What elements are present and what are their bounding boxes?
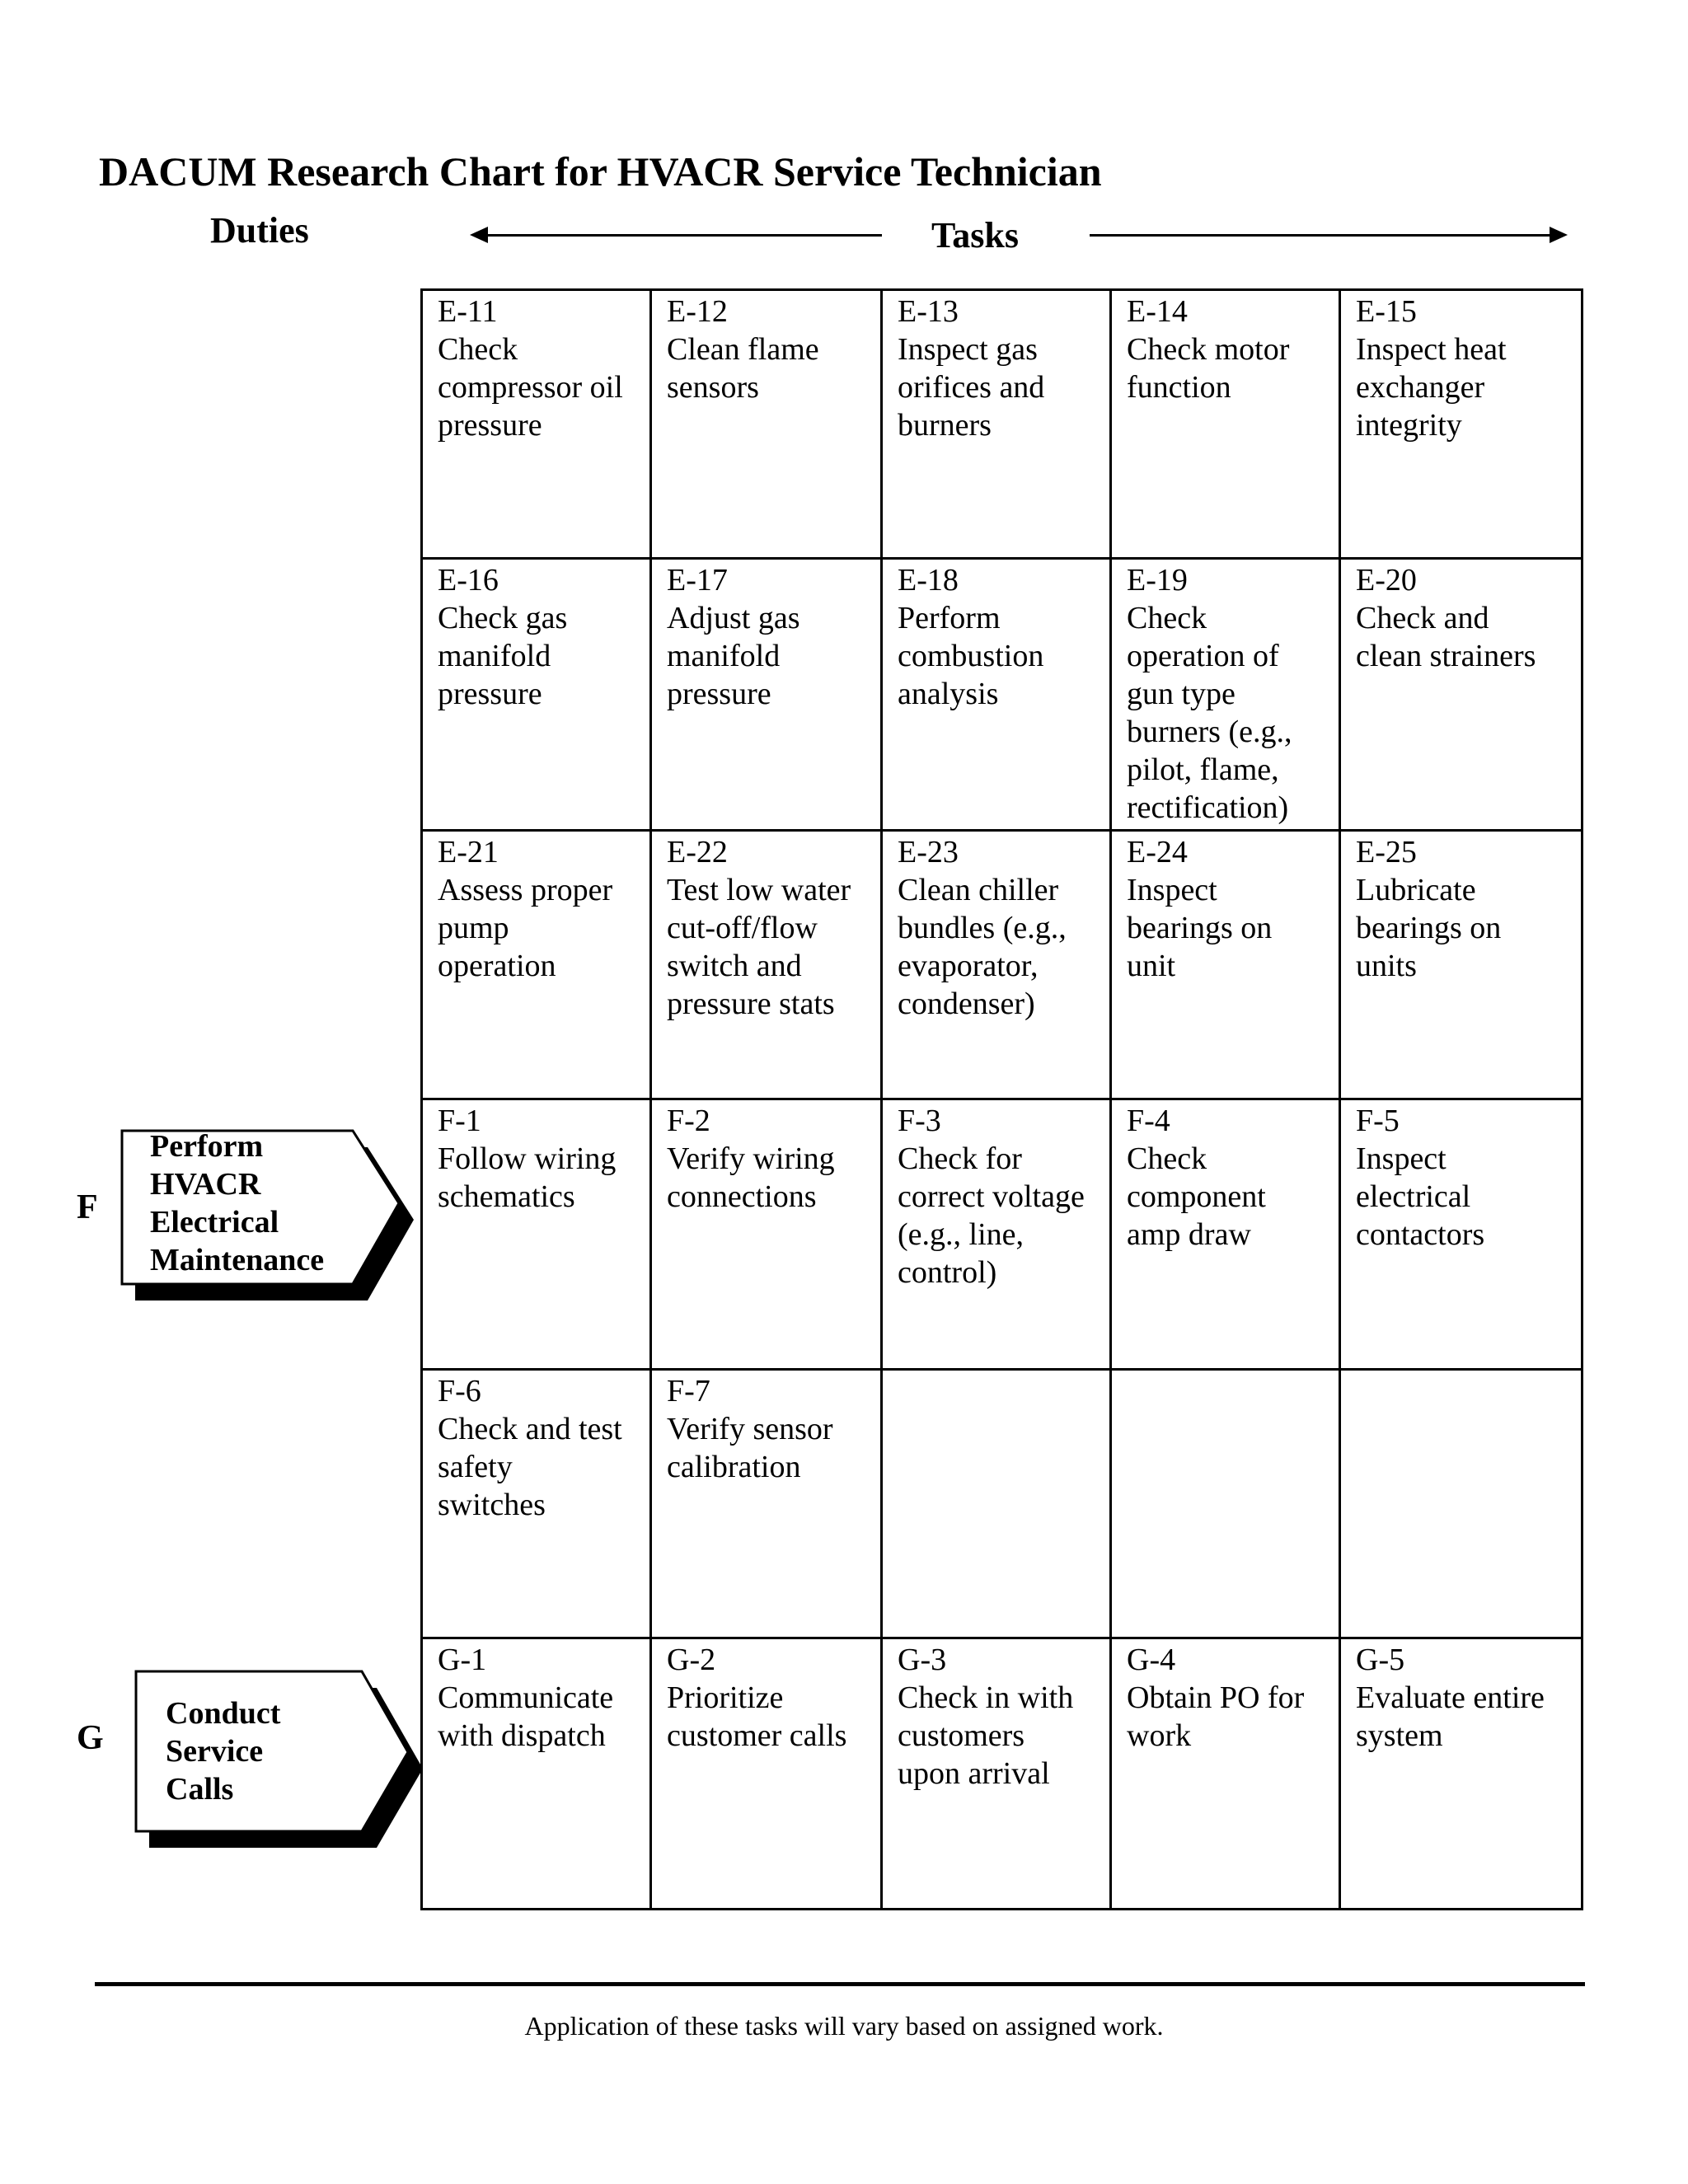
task-description: Evaluate entire system (1356, 1680, 1545, 1753)
task-cell-e-13 (882, 290, 1111, 559)
task-description: Obtain PO for work (1127, 1680, 1305, 1753)
tasks-arrow-right-line (1090, 234, 1551, 237)
task-cell-e-24 (1111, 831, 1340, 1099)
duty-box-g (134, 1670, 424, 1849)
task-code: E-25 (1356, 835, 1417, 869)
task-cell-f-3 (882, 1099, 1111, 1370)
task-code: E-21 (438, 835, 499, 869)
task-code: E-23 (898, 835, 959, 869)
task-code: E-17 (667, 563, 728, 598)
task-cell-e-15 (1340, 290, 1582, 559)
task-code: F-1 (438, 1104, 481, 1138)
task-code: E-15 (1356, 294, 1417, 329)
task-cell-e-11 (422, 290, 651, 559)
task-cell-e-25 (1340, 831, 1582, 1099)
task-description: Clean chiller bundles (e.g., evaporator, condenser) (898, 873, 1067, 1021)
page-title: DACUM Research Chart for HVACR Service Technician (99, 148, 1102, 194)
task-cell-f-2 (651, 1099, 882, 1370)
task-code: E-12 (667, 294, 728, 329)
task-cell-empty (1111, 1370, 1340, 1638)
task-code: G-4 (1127, 1643, 1176, 1677)
task-code: F-2 (667, 1104, 710, 1138)
duty-label-f: Perform HVACR Electrical Maintenance (150, 1129, 325, 1277)
duty-letter-f: F (77, 1188, 98, 1226)
task-code: F-4 (1127, 1104, 1170, 1138)
task-code: E-11 (438, 294, 498, 329)
task-description: Follow wiring schematics (438, 1141, 617, 1214)
task-cell-e-17 (651, 559, 882, 831)
task-code: E-18 (898, 563, 959, 598)
task-description: Check operation of gun type burners (e.g., pilot, flame, rectification) (1127, 601, 1292, 825)
task-description: Communicate with dispatch (438, 1680, 614, 1753)
task-cell-e-18 (882, 559, 1111, 831)
task-description: Check and clean strainers (1356, 601, 1536, 673)
task-code: E-14 (1127, 294, 1188, 329)
task-row (422, 831, 1582, 1099)
task-description: Check gas manifold pressure (438, 601, 568, 711)
footer-divider (95, 1982, 1585, 1986)
task-description: Check motor function (1127, 332, 1290, 405)
tasks-heading: Tasks (931, 215, 1020, 255)
task-cell-e-22 (651, 831, 882, 1099)
task-cell-e-14 (1111, 290, 1340, 559)
task-row (422, 290, 1582, 559)
task-cell-g-4 (1111, 1638, 1340, 1910)
task-code: F-5 (1356, 1104, 1400, 1138)
task-row (422, 1370, 1582, 1638)
task-code: E-22 (667, 835, 728, 869)
task-cell-f-5 (1340, 1099, 1582, 1370)
task-description: Verify wiring connections (667, 1141, 835, 1214)
task-description: Check compressor oil pressure (438, 332, 623, 443)
tasks-arrow-right-head (1550, 227, 1568, 243)
task-cell-f-6 (422, 1370, 651, 1638)
task-description: Check component amp draw (1127, 1141, 1266, 1252)
task-description: Clean flame sensors (667, 332, 819, 405)
task-cell-g-2 (651, 1638, 882, 1910)
task-description: Verify sensor calibration (667, 1412, 833, 1484)
task-description: Prioritize customer calls (667, 1680, 847, 1753)
task-row (422, 1638, 1582, 1910)
task-cell-e-16 (422, 559, 651, 831)
task-cell-empty (882, 1370, 1111, 1638)
task-cell-e-21 (422, 831, 651, 1099)
task-cell-f-4 (1111, 1099, 1340, 1370)
task-description: Check in with customers upon arrival (898, 1680, 1074, 1791)
task-code: F-7 (667, 1374, 710, 1408)
task-description: Inspect gas orifices and burners (898, 332, 1045, 443)
task-cell-f-1 (422, 1099, 651, 1370)
task-cell-f-7 (651, 1370, 882, 1638)
task-code: E-13 (898, 294, 959, 329)
duty-letter-g: G (77, 1719, 104, 1757)
task-code: G-3 (898, 1643, 947, 1677)
task-description: Check for correct voltage (e.g., line, control) (898, 1141, 1085, 1290)
duties-heading: Duties (210, 210, 309, 251)
task-code: G-2 (667, 1643, 716, 1677)
task-description: Adjust gas manifold pressure (667, 601, 800, 711)
task-code: E-19 (1127, 563, 1188, 598)
task-description: Test low water cut-off/flow switch and pressure stats (667, 873, 851, 1021)
task-code: F-3 (898, 1104, 941, 1138)
duty-box-f (120, 1129, 417, 1302)
task-cell-g-5 (1340, 1638, 1582, 1910)
tasks-arrow-left-head (470, 227, 488, 243)
task-description: Lubricate bearings on units (1356, 873, 1502, 983)
task-description: Inspect heat exchanger integrity (1356, 332, 1507, 443)
task-description: Inspect bearings on unit (1127, 873, 1273, 983)
task-code: F-6 (438, 1374, 481, 1408)
tasks-arrow-left-line (486, 234, 882, 237)
task-cell-g-1 (422, 1638, 651, 1910)
task-cell-empty (1340, 1370, 1582, 1638)
task-code: G-1 (438, 1643, 487, 1677)
task-grid (420, 288, 1583, 1910)
task-row (422, 559, 1582, 831)
task-code: E-24 (1127, 835, 1188, 869)
task-row (422, 1099, 1582, 1370)
task-cell-e-23 (882, 831, 1111, 1099)
footer-note: Application of these tasks will vary based on assigned work. (524, 2011, 1164, 2041)
duty-label-g: Conduct Service Calls (166, 1696, 281, 1807)
task-description: Perform combustion analysis (898, 601, 1044, 711)
task-code: E-20 (1356, 563, 1417, 598)
task-description: Assess proper pump operation (438, 873, 613, 983)
task-code: G-5 (1356, 1643, 1405, 1677)
task-cell-g-3 (882, 1638, 1111, 1910)
task-cell-e-20 (1340, 559, 1582, 831)
task-description: Inspect electrical contactors (1356, 1141, 1485, 1252)
task-cell-e-12 (651, 290, 882, 559)
task-code: E-16 (438, 563, 499, 598)
task-description: Check and test safety switches (438, 1412, 622, 1522)
task-cell-e-19 (1111, 559, 1340, 831)
